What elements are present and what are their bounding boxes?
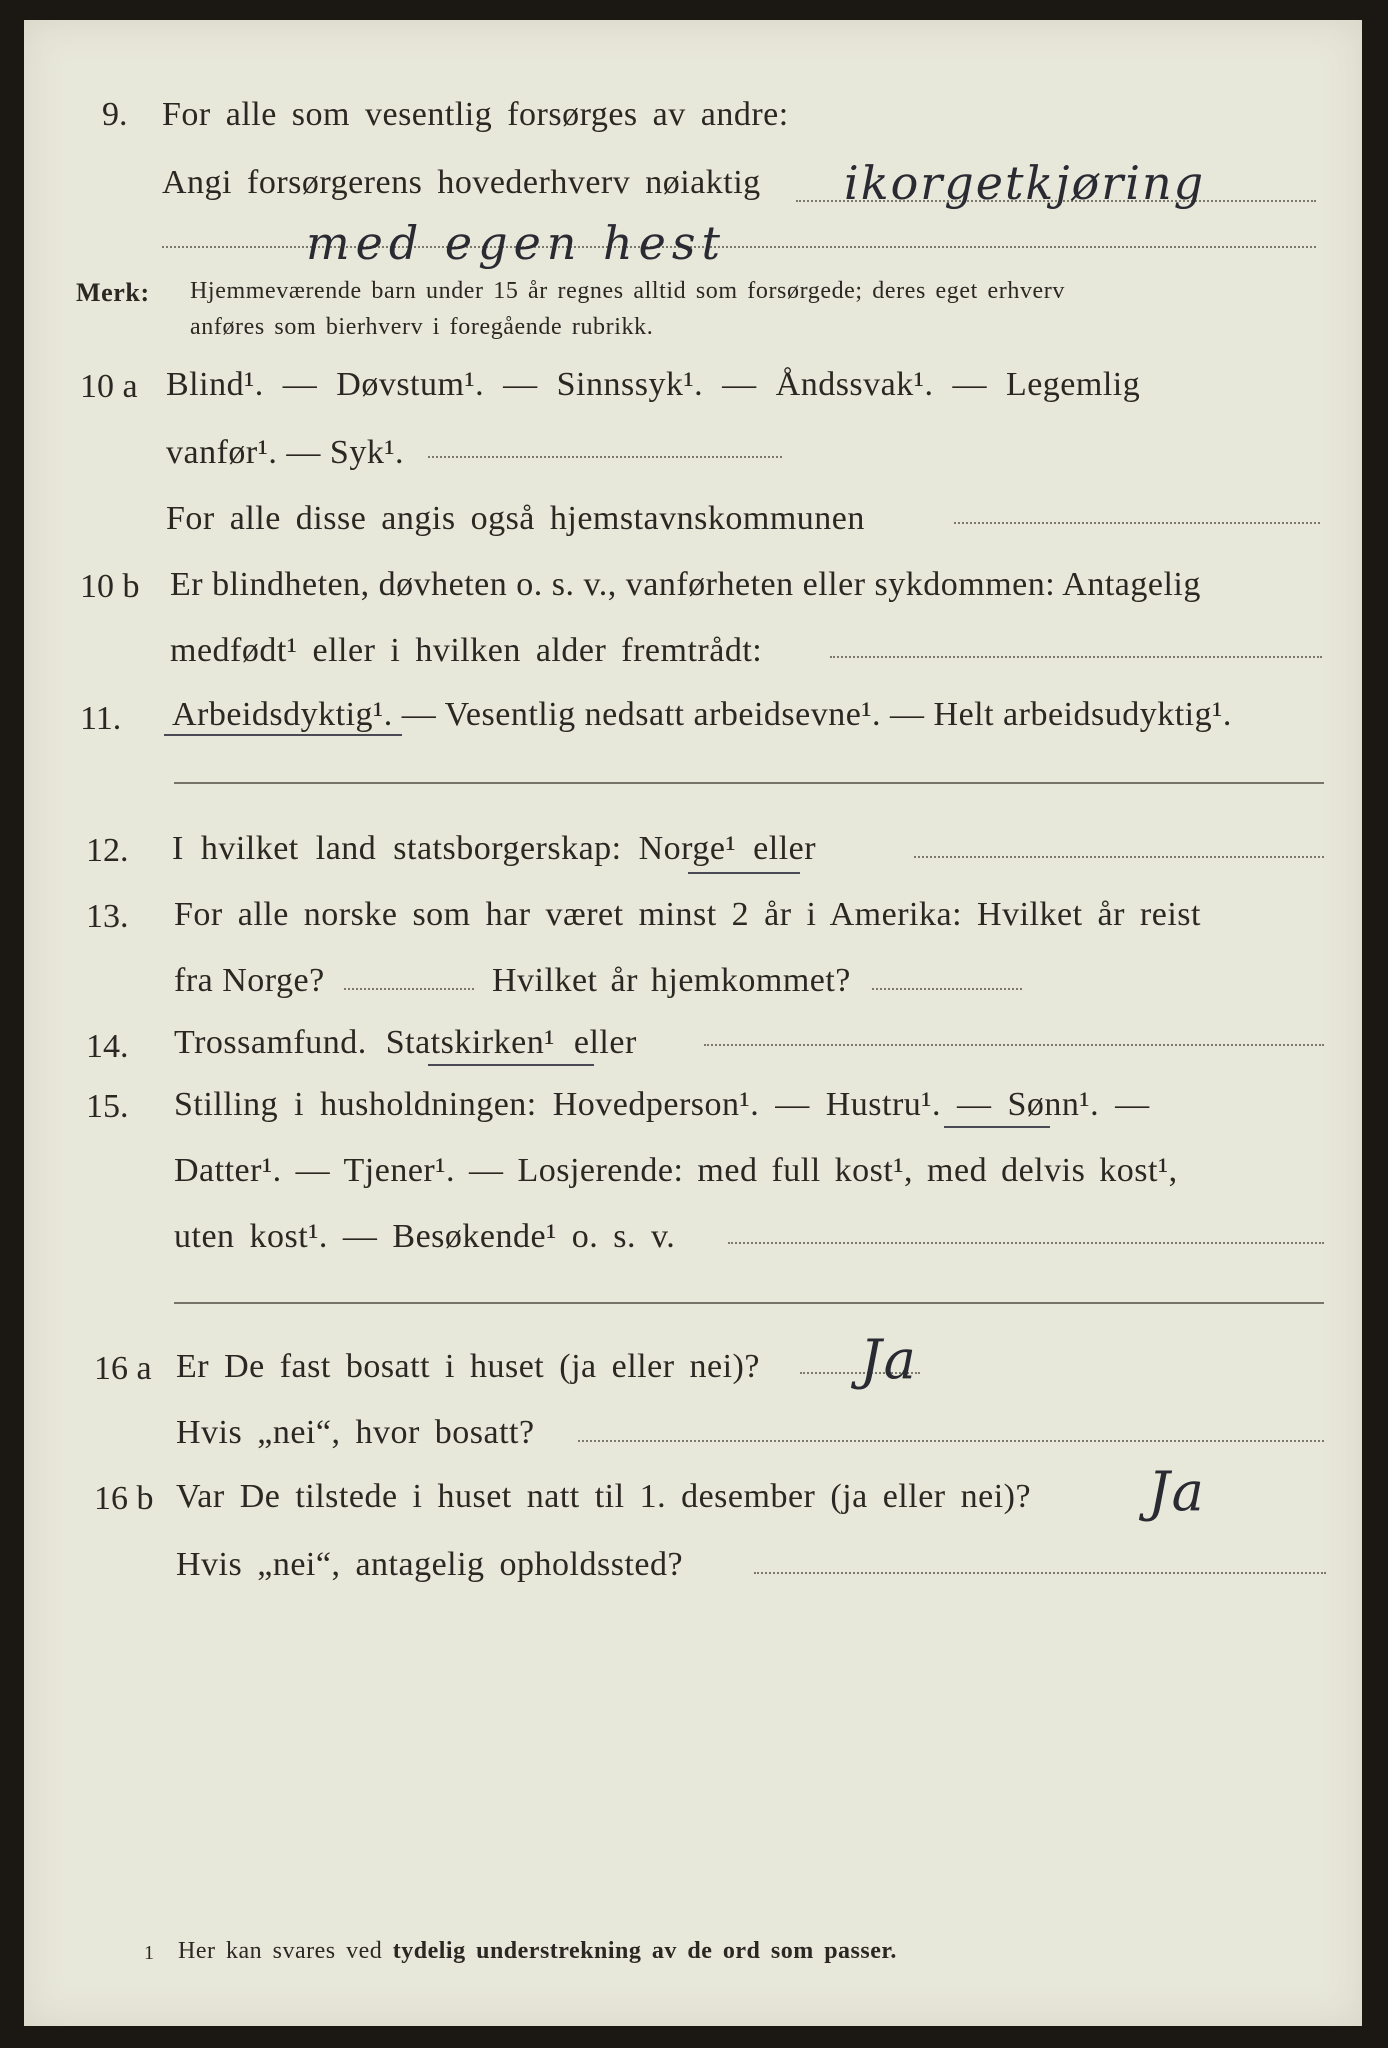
q12-number: 12. (86, 832, 129, 869)
q13-line2b: Hvilket år hjemkommet? (492, 962, 851, 999)
merk-label: Merk: (76, 278, 150, 307)
q16a-number: 16 a (94, 1350, 152, 1387)
q11-line1: Arbeidsdyktig¹. — Vesentlig nedsatt arbeidsevne¹. — Helt arbeidsudyktig¹. (172, 696, 1232, 733)
q15-answer-line (728, 1242, 1324, 1244)
q13-line1: For alle norske som har været minst 2 år i Amerika: Hvilket år reist (174, 896, 1201, 933)
q16b-number: 16 b (94, 1480, 154, 1517)
q10a-number: 10 a (80, 368, 138, 405)
q12-line1: I hvilket land statsborgerskap: Norge¹ eller (172, 830, 817, 867)
q13-number: 13. (86, 898, 129, 935)
census-form-page (24, 20, 1362, 2026)
q11-answer-line (174, 782, 1324, 784)
q10b-number: 10 b (80, 568, 140, 605)
q15-line3: uten kost¹. — Besøkende¹ o. s. v. (174, 1218, 676, 1255)
q11-handwritten-underline (164, 734, 402, 736)
q16b-opholdssted-line (754, 1572, 1326, 1574)
q11-number: 11. (80, 700, 122, 737)
footnote-mark: 1 (144, 1942, 155, 1964)
q10a-line1: Blind¹. — Døvstum¹. — Sinnssyk¹. — Åndssvak¹. — Legemlig (166, 366, 1141, 403)
q15-line1: Stilling i husholdningen: Hovedperson¹. — Hustru¹. — Sønn¹. — (174, 1086, 1150, 1123)
q16b-line2: Hvis „nei“, antagelig opholdssted? (176, 1546, 684, 1583)
q10a-hometown-line (954, 522, 1320, 524)
q16a-bosatt-line (578, 1440, 1324, 1442)
q12-answer-line (914, 856, 1324, 858)
footnote-text (178, 1938, 897, 1965)
q10b-line1: Er blindheten, døvheten o. s. v., vanførheten eller sykdommen: Antagelig (170, 566, 1201, 603)
q14-handwritten-underline (428, 1064, 594, 1066)
q13-reist-line (344, 988, 474, 990)
q13-hjemkommet-line (872, 988, 1022, 990)
merk-line2: anføres som bierhverv i foregående rubrikk. (190, 314, 654, 340)
q14-line1: Trossamfund. Statskirken¹ eller (174, 1024, 637, 1061)
q16b-handwritten-answer: Ja (1148, 1460, 1206, 1523)
q15-line2: Datter¹. — Tjener¹. — Losjerende: med full kost¹, med delvis kost¹, (174, 1152, 1178, 1189)
q12-handwritten-underline (688, 872, 800, 874)
q16a-line2: Hvis „nei“, hvor bosatt? (176, 1414, 535, 1451)
q13-line2a: fra Norge? (174, 962, 325, 999)
q10a-line2: vanfør¹. — Syk¹. (166, 434, 405, 471)
q10a-answer-line (428, 456, 782, 458)
q10a-line3: For alle disse angis også hjemstavnskommunen (166, 500, 865, 537)
q15-number: 15. (86, 1088, 129, 1125)
q16a-handwritten-answer: Ja (860, 1328, 918, 1391)
footnote-plain-text: Her kan svares ved (178, 1938, 383, 1964)
q15-extra-line (174, 1302, 1324, 1304)
q16a-line1: Er De fast bosatt i huset (ja eller nei)? (176, 1348, 760, 1385)
q9-line1: For alle som vesentlig forsørges av andre: (162, 96, 789, 133)
q14-answer-line (704, 1044, 1324, 1046)
footnote-bold-text: tydelig understrekning av de ord som passer. (392, 1938, 897, 1964)
q10b-line2: medfødt¹ eller i hvilken alder fremtrådt: (170, 632, 763, 669)
q9-number: 9. (102, 96, 128, 133)
merk-line1: Hjemmeværende barn under 15 år regnes alltid som forsørgede; deres eget erhverv (190, 278, 1066, 304)
q10b-answer-line (830, 656, 1322, 658)
q9-handwritten-answer-2: med egen hest (306, 216, 726, 270)
q15-handwritten-underline (944, 1126, 1050, 1128)
q9-line2: Angi forsørgerens hovederhverv nøiaktig (162, 164, 761, 201)
q16b-line1: Var De tilstede i huset natt til 1. desember (ja eller nei)? (176, 1478, 1032, 1515)
q9-handwritten-answer-1: ikorgetkjøring (844, 156, 1206, 210)
q14-number: 14. (86, 1028, 129, 1065)
